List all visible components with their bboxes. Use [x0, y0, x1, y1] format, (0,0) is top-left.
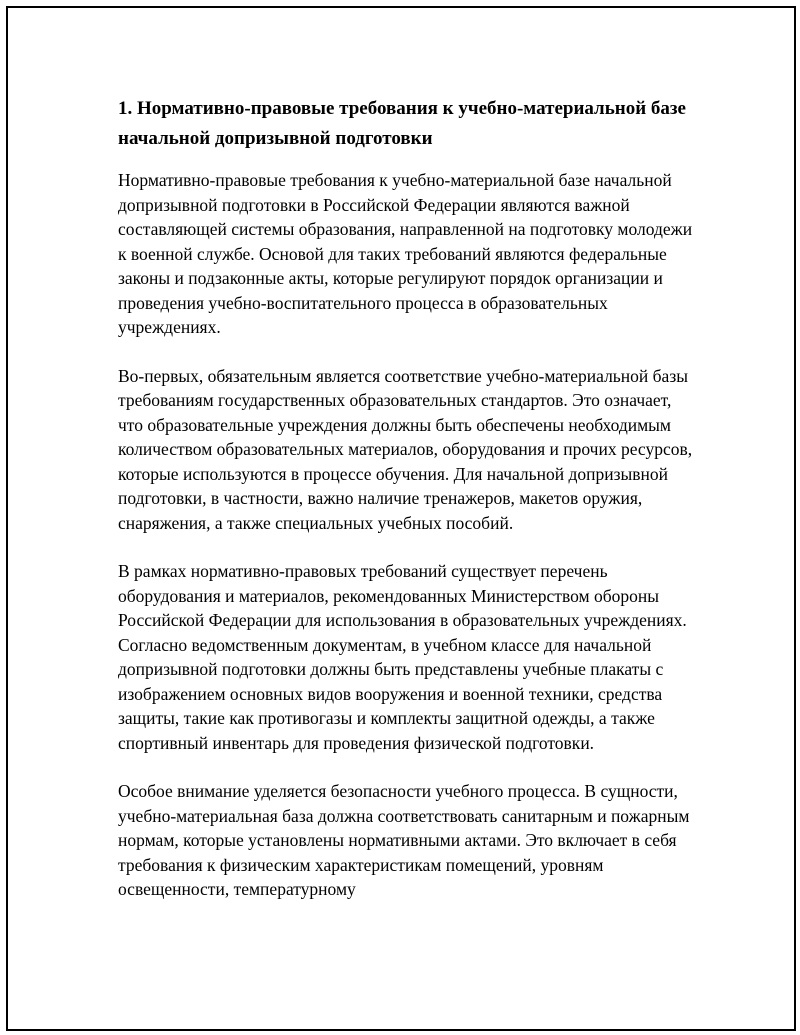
paragraph-equipment-list: В рамках нормативно-правовых требований существует перечень оборудования и материалов, рекомендованных Министерством обороны Российской Федерации для использования в образовательных учреждениях. Согласно ведомственным документам, в учебном классе для начальной допризывной подготовки должны быть представлены учебные плакаты с изображением основных видов вооружения и военной техники, средства защиты, такие как противогазы и комплекты защитной одежды, а также спортивный инвентарь для проведения физической подготовки. — [118, 561, 687, 753]
paragraph-safety: Особое внимание уделяется безопасности учебного процесса. В сущности, учебно-материальная база должна соответствовать санитарным и пожарным нормам, которые установлены нормативными актами. Это включает в себя требования к физическим характеристикам помещений, уровням освещенности, температурному — [118, 781, 690, 899]
paragraph-standards: Во-первых, обязательным является соответствие учебно-материальной базы требованиям государственных образовательных стандартов. Это означает, что образовательные учреждения должны быть обеспечены необходимым количеством образовательных материалов, оборудования и прочих ресурсов, которые используются в процессе обучения. Для начальной допризывной подготовки, в частности, важно наличие тренажеров, макетов оружия, снаряжения, а также специальных учебных пособий. — [118, 365, 693, 533]
section-heading: 1. Нормативно-правовые требования к учебно-материальной базе начальной допризывной подготовки — [118, 98, 686, 149]
paragraph-intro: Нормативно-правовые требования к учебно-материальной базе начальной допризывной подготовки в Российской Федерации являются важной составляющей системы образования, направленной на подготовку молодежи к военной службе. Основой для таких требований являются федеральные законы и подзаконные акты, которые регулируют порядок организации и проведения учебно-воспитательного процесса в образовательных учреждениях. — [118, 170, 693, 337]
document-body — [118, 94, 698, 926]
